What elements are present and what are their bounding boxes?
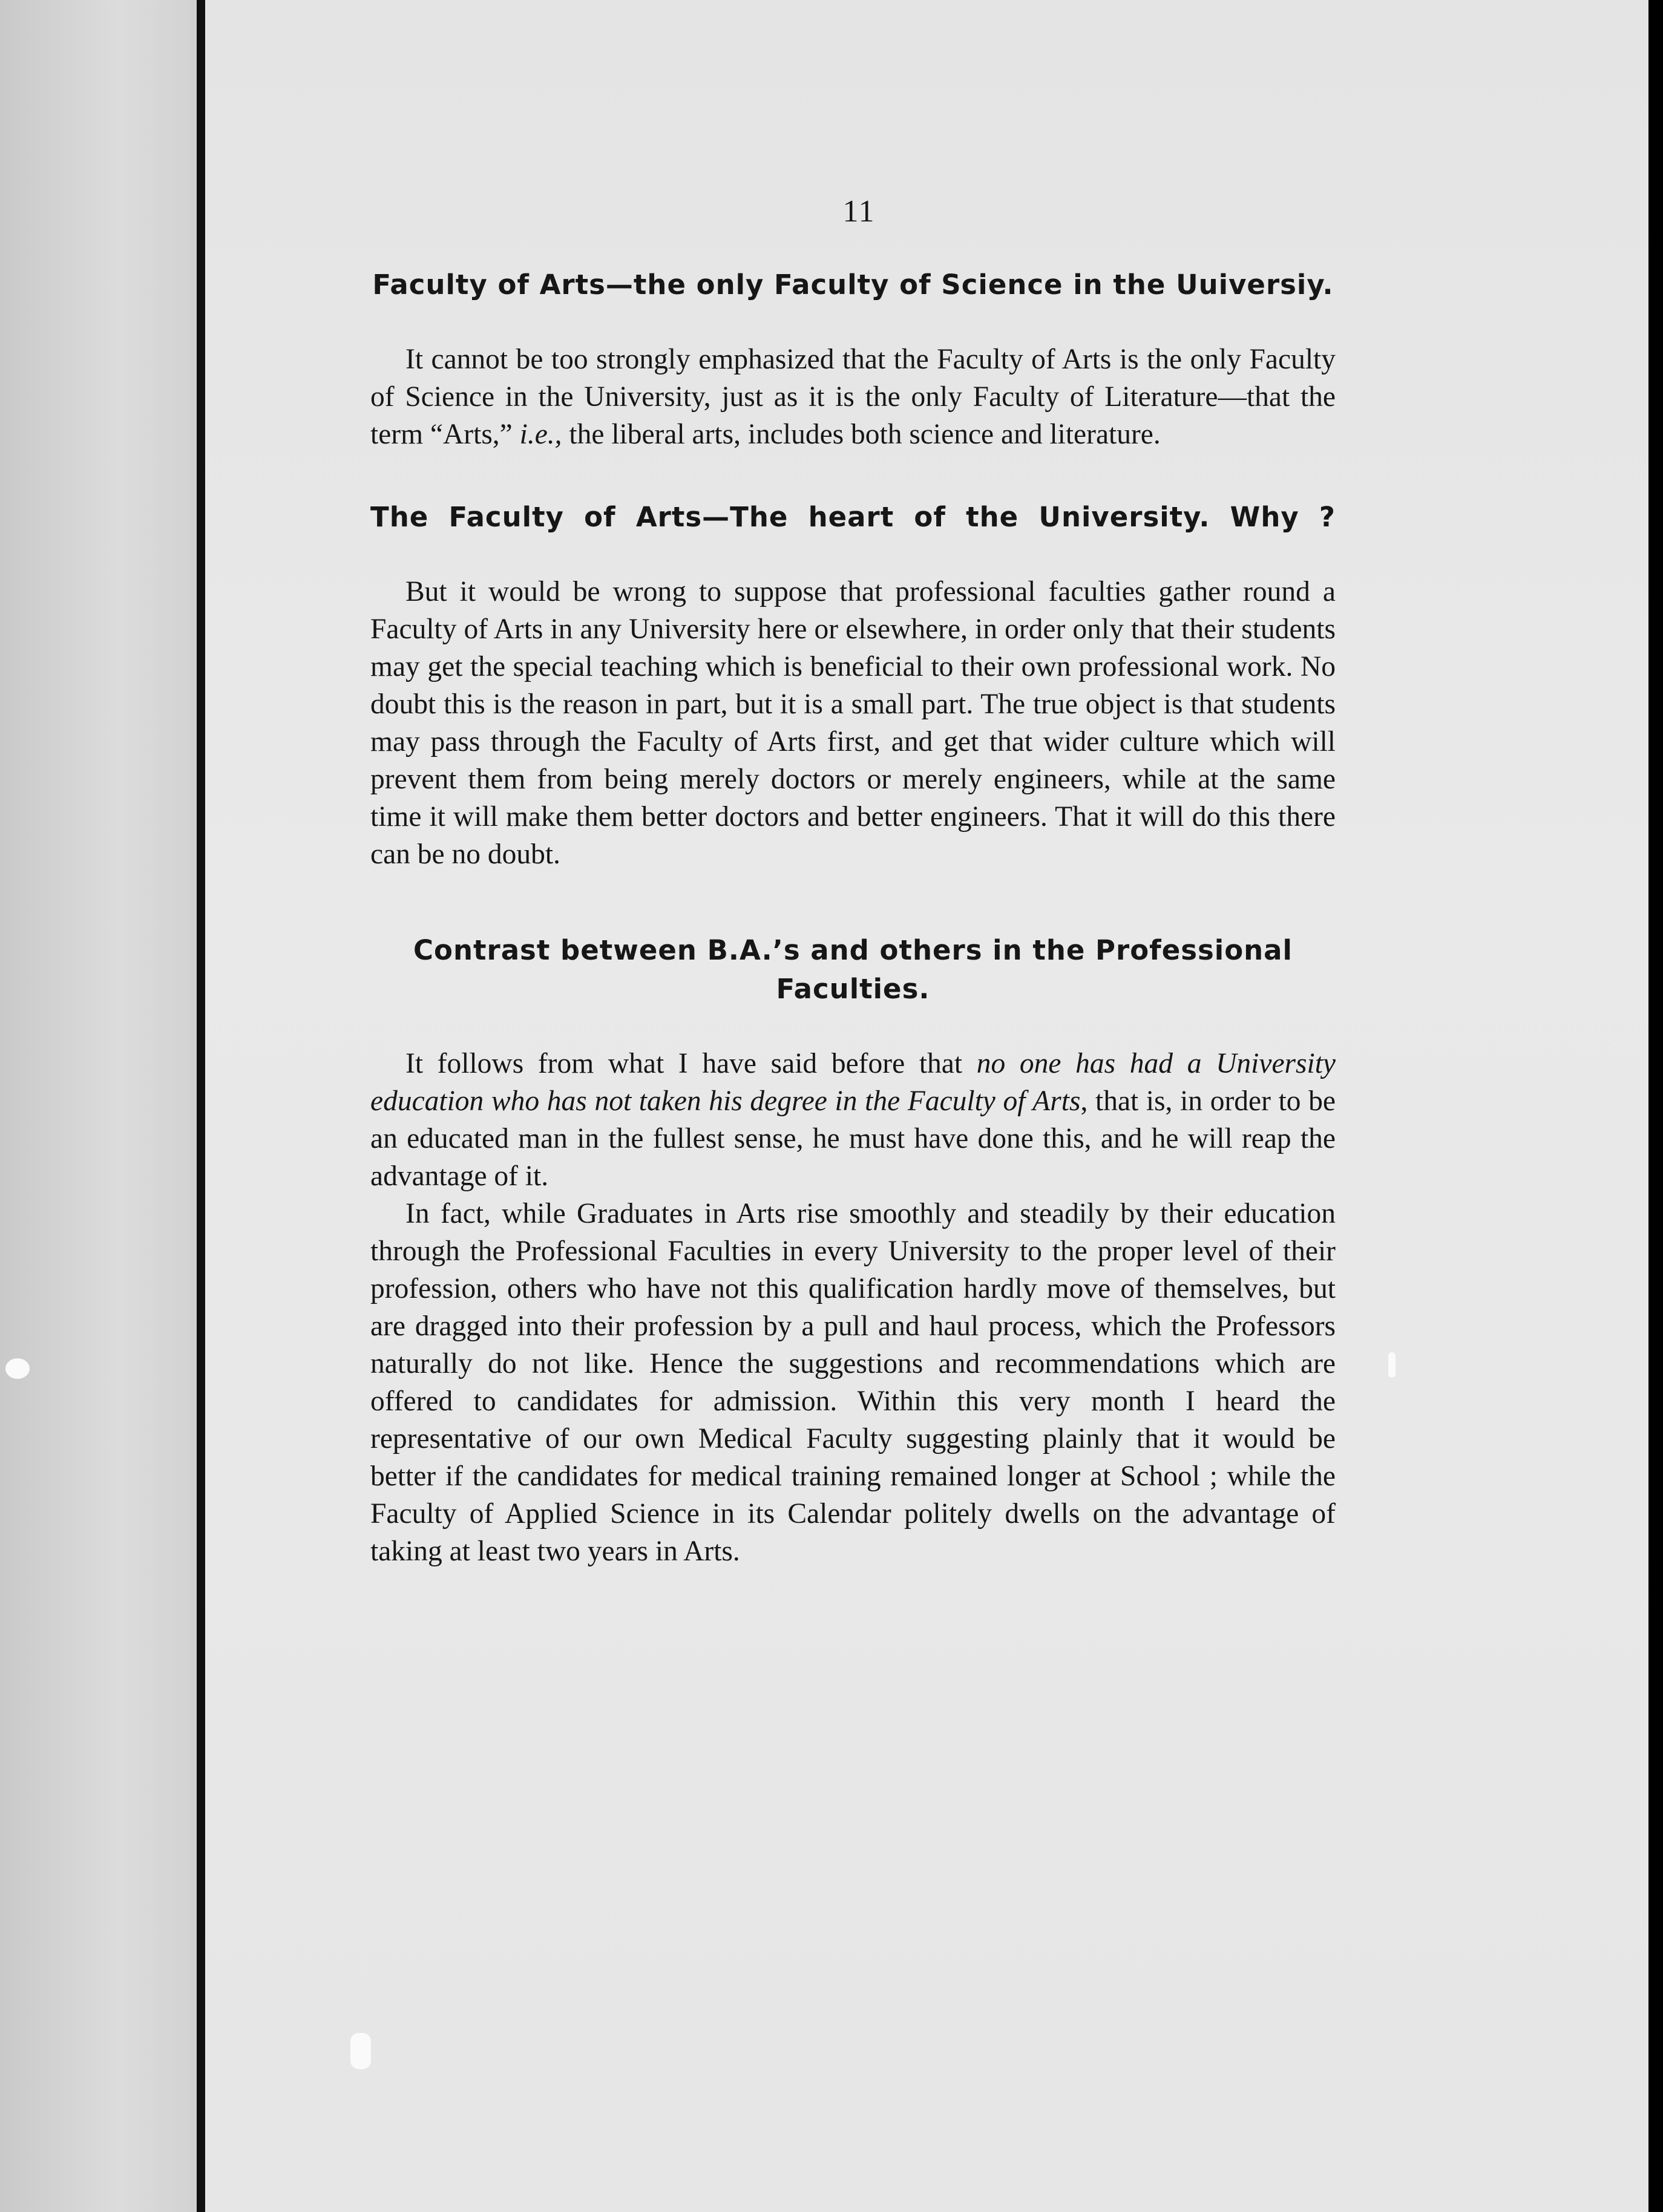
scan-speck <box>1388 1352 1396 1378</box>
paragraph <box>370 1045 1336 1195</box>
paragraph-text: , that is, in order to be an educated man in the fullest sense, he must have done this, and he will reap the advantage of it. <box>370 1085 1336 1192</box>
paragraph-italic-text: no one has had a University education who has not taken his degree in the Faculty of Arts <box>370 1048 1336 1117</box>
page-number: 11 <box>842 194 876 229</box>
binding-fold-line <box>197 0 205 2212</box>
paragraph-text: It cannot be too strongly emphasized that the Faculty of Arts is the only Faculty of Science in the University, just as it is the only Faculty of Literature—that the term “Arts,” <box>370 344 1336 450</box>
paragraph: In fact, while Graduates in Arts rise smoothly and steadily by their education through the Professional Faculties in every University to the proper level of their profession, others who have not this qualification hardly move of themselves, but are dragged into their profession by a pull and haul process, which the Professors naturally do not like. Hence the suggestions and recommendations which are offered to candidates for admission. Within this very month I heard the representative of our own Medical Faculty suggesting plainly that it would be better if the candidates for medical training remained longer at School ; while the Faculty of Applied Science in its Calendar politely dwells on the advantage of taking at least two years in Arts. <box>370 1198 1336 1567</box>
paragraph-italic-text: i.e., <box>519 419 562 450</box>
paragraph: But it would be wrong to suppose that professional faculties gather round a Faculty of Arts in any University here or elsewhere, in order only that their students may get the special teaching which is beneficial to their own professional work. No doubt this is the reason in part, but it is a small part. The true object is that students may pass through the Faculty of Arts first, and get that wider culture which will prevent them from being merely doctors or merely engineers, while at the same time it will make them better doctors and better engineers. That it will do this there can be no doubt. <box>370 576 1336 870</box>
page-content <box>370 194 1336 1570</box>
scan-speck <box>350 2033 371 2069</box>
section-heading: Contrast between B.A.’s and others in the Professional Faculties. <box>413 934 1293 1005</box>
paragraph-text: the liberal arts, includes both science and literature. <box>562 419 1161 450</box>
section-heading: The Faculty of Arts—The heart of the University. Why ? <box>370 501 1336 533</box>
paragraph-text: It follows from what I have said before that <box>405 1048 977 1079</box>
paragraph <box>370 341 1336 453</box>
page-edge-shadow <box>1648 0 1663 2212</box>
facing-page-edge <box>0 0 197 2212</box>
scan-speck <box>5 1358 30 1379</box>
section-heading: Faculty of Arts—the only Faculty of Science in the Uuiversiy. <box>372 269 1334 301</box>
